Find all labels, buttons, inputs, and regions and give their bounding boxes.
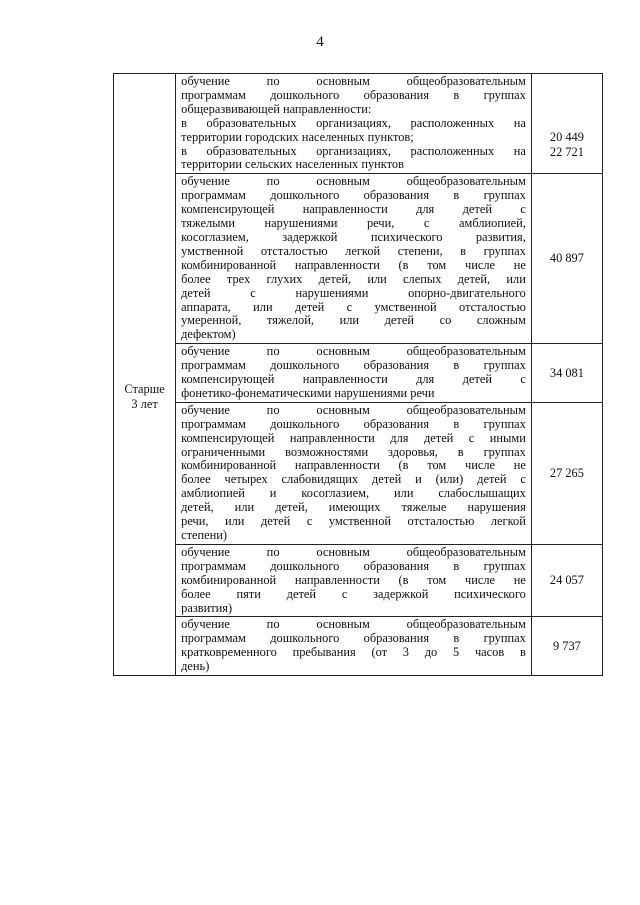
amount-value: 20 449 [549,129,584,144]
description-line: умеренной, тяжелой, или детей со сложным [181,314,526,328]
description-line: более пяти детей с задержкой психического [181,587,526,601]
description-line: детей с нарушениями опорно-двигательного [181,286,526,300]
program-description-cell [176,174,532,344]
description-line: в образовательных организациях, расположенных на [181,144,526,158]
amount-value: 24 057 [549,573,584,588]
description-line: обучение по основным общеобразовательным [181,403,526,417]
description-line: речи, или детей с умственной отсталостью легкой [181,515,526,529]
description-line: ограниченными возможностями здоровья, в группах [181,445,526,459]
description-line: программам дошкольного образования в группах [181,632,526,646]
description-line: программам дошкольного образования в группах [181,88,526,102]
fees-table-body [114,74,603,676]
amount-cell [531,344,602,403]
description-line: обучение по основным общеобразовательным [181,345,526,359]
amount-value: 27 265 [549,465,584,480]
fees-table [113,73,603,676]
description-line: компенсирующей направленности для детей с иными [181,431,526,445]
description-line: тяжелыми нарушениями речи, с амблиопией, [181,217,526,231]
table-row [114,74,603,174]
amount-cell [531,74,602,174]
program-description-cell [176,402,532,544]
age-group-cell [114,74,176,676]
description-line: комбинированной направленности (в том числе не [181,459,526,473]
table-row [114,402,603,544]
program-description-cell [176,344,532,403]
description-line: детей, или детей, имеющих тяжелые нарушения [181,501,526,515]
age-group-label: Старше [124,381,165,396]
amount-cell [531,402,602,544]
page-number: 4 [316,34,324,50]
description-line: аппарата, или детей с умственной отсталостью [181,300,526,314]
description-line: умственной отсталостью легкой степени, в группах [181,244,526,258]
description-line: программам дошкольного образования в группах [181,359,526,373]
age-group-label: 3 лет [131,396,158,411]
description-line: компенсирующей направленности для детей с [181,203,526,217]
description-line: обучение по основным общеобразовательным [181,545,526,559]
description-line: косоглазием, задержкой психического развития, [181,230,526,244]
description-line: более четырех слабовидящих детей и (или) детей с [181,473,526,487]
description-line: программам дошкольного образования в группах [181,559,526,573]
description-line: обучение по основным общеобразовательным [181,175,526,189]
description-line: степени) [181,529,228,542]
description-line: обучение по основным общеобразовательным [181,75,526,88]
program-description-cell [176,74,532,174]
table-row [114,174,603,344]
description-line: территории сельских населенных пунктов [181,158,404,172]
amount-value: 34 081 [549,365,584,380]
table-row [114,544,603,617]
amount-value: 9 737 [552,638,581,653]
program-description-cell [176,617,532,676]
description-line: дефектом) [181,328,236,342]
description-line: в образовательных организациях, расположенных на [181,116,526,130]
amount-cell [531,174,602,344]
description-line: территории городских населенных пунктов; [181,130,414,144]
description-line: день) [181,660,210,674]
description-line: развития) [181,601,233,615]
description-line: фонетико-фонематическими нарушениями речи [181,386,435,400]
table-row [114,617,603,676]
description-line: обучение по основным общеобразовательным [181,618,526,632]
amount-value: 40 897 [549,251,584,266]
description-line: кратковременного пребывания (от 3 до 5 часов в [181,646,526,660]
table-row [114,344,603,403]
amount-value: 22 721 [549,144,584,159]
description-line: комбинированной направленности (в том числе не [181,258,526,272]
description-line: общеразвивающей направленности: [181,102,372,116]
description-line: программам дошкольного образования в группах [181,189,526,203]
amount-cell [531,544,602,617]
description-line: амблиопией и косоглазием, или слабослышащих [181,487,526,501]
program-description-cell [176,544,532,617]
description-line: компенсирующей направленности для детей с [181,373,526,387]
description-line: более трех глухих детей, или слепых детей, или [181,272,526,286]
amount-cell [531,617,602,676]
description-line: программам дошкольного образования в группах [181,417,526,431]
description-line: комбинированной направленности (в том числе не [181,573,526,587]
